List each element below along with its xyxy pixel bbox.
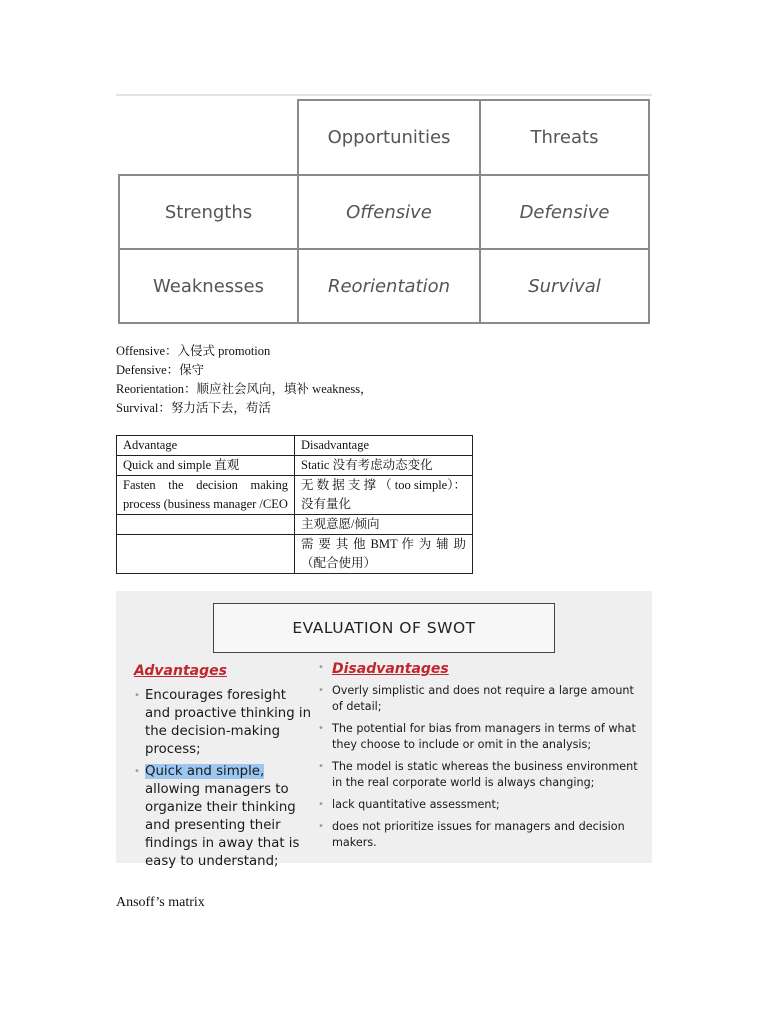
grid-header-threats: Threats [479, 99, 650, 176]
grid-header-opportunities: Opportunities [297, 99, 481, 176]
list-item: • The model is static whereas the business environment in the real corporate world is always changing; [318, 759, 648, 791]
strategy-notes [116, 342, 373, 418]
grid-cell-offensive: Offensive [297, 174, 481, 250]
table-cell [117, 515, 295, 535]
advantage-disadvantage-table [116, 435, 473, 574]
table-row [117, 476, 473, 515]
table-header-advantage: Advantage [117, 436, 295, 456]
disadvantages-column [318, 661, 648, 857]
table-cell: 主观意愿/倾向 [295, 515, 473, 535]
grid-cell-defensive: Defensive [479, 174, 650, 250]
table-header-disadvantage: Disadvantage [295, 436, 473, 456]
table-cell: Quick and simple 直观 [117, 456, 295, 476]
table-cell [117, 535, 295, 574]
disadvantages-heading: Disadvantages [332, 661, 449, 677]
list-item: • The potential for bias from managers in terms of what they choose to include or omit in the analysis; [318, 721, 648, 753]
highlighted-text: Quick and simple, [145, 764, 265, 779]
grid-row-strengths: Strengths [118, 174, 299, 250]
table-cell: Static 没有考虑动态变化 [295, 456, 473, 476]
bullet-icon: • [318, 662, 324, 673]
advantages-heading: Advantages [134, 663, 227, 679]
grid-row-weaknesses: Weaknesses [118, 248, 299, 324]
note-reorientation: Reorientation：顺应社会风向，填补 weakness， [116, 382, 373, 396]
list-item: • Overly simplistic and does not require a large amount of detail; [318, 683, 648, 715]
list-item [134, 763, 314, 871]
grid-cell-survival: Survival [479, 248, 650, 324]
grid-cell-reorientation: Reorientation [297, 248, 481, 324]
disadvantages-heading-row [318, 661, 648, 677]
table-row [117, 535, 473, 574]
table-cell: 无 数 据 支 撑 （ too simple）：没有量化 [295, 476, 473, 515]
list-item: • lack quantitative assessment; [318, 797, 648, 813]
table-cell: Fasten the decision making process (business manager /CEO [117, 476, 295, 515]
list-item-text: allowing managers to organize their thinking and presenting their findings in away that is easy to understand; [145, 782, 300, 869]
note-offensive: Offensive：入侵式 promotion [116, 344, 271, 358]
advantages-column [134, 663, 314, 875]
note-defensive: Defensive：保守 [116, 363, 205, 377]
slide-title: EVALUATION OF SWOT [213, 603, 555, 653]
advantages-list [134, 687, 314, 871]
table-header-row [117, 436, 473, 456]
evaluation-slide [116, 591, 652, 869]
table-row [117, 515, 473, 535]
swot-strategy-grid [116, 94, 652, 326]
list-item: • does not prioritize issues for managers and decision makers. [318, 819, 648, 851]
note-survival: Survival：努力活下去，苟活 [116, 401, 271, 415]
disadvantages-list [318, 683, 648, 851]
table-cell: 需 要 其 他 BMT 作 为 辅 助 （配合使用） [295, 535, 473, 574]
section-heading-ansoff: Ansoff’s matrix [116, 895, 205, 910]
list-item: • Encourages foresight and proactive thinking in the decision-making process; [134, 687, 314, 759]
table-row [117, 456, 473, 476]
